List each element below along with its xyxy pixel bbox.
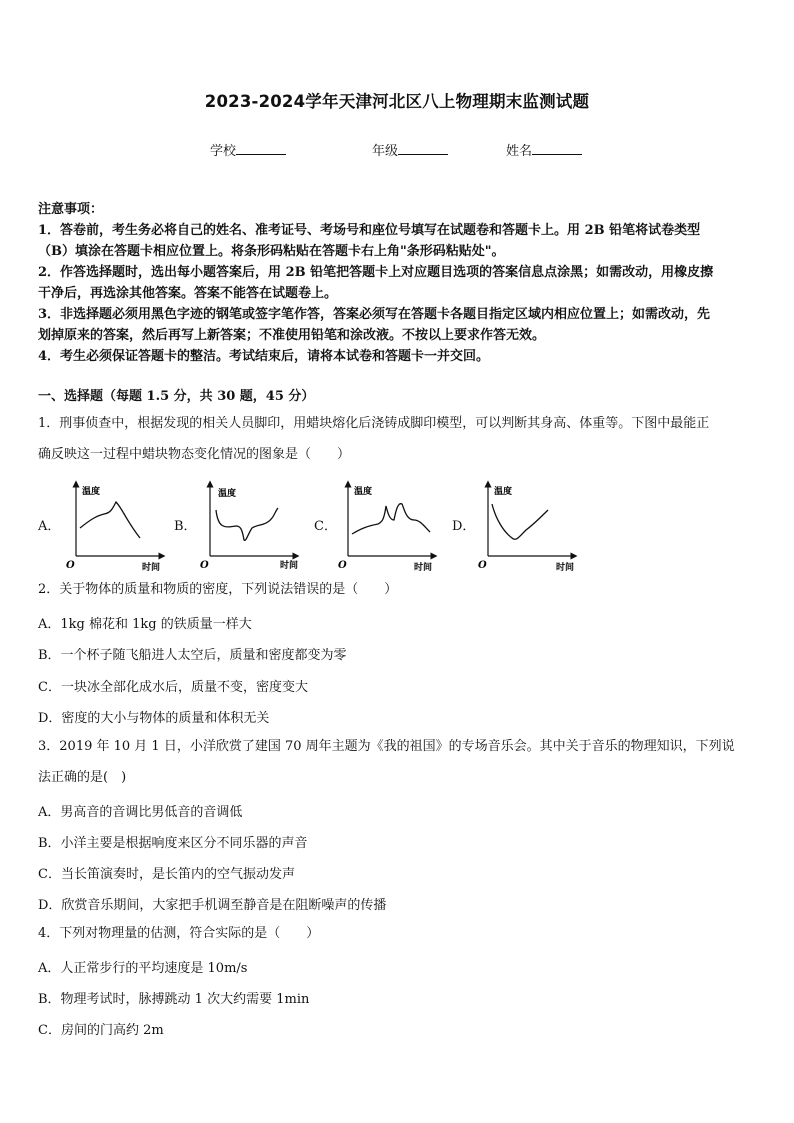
- grade-label: 年级: [372, 144, 399, 159]
- school-label: 学校: [210, 144, 237, 159]
- option-b-label: B．: [174, 519, 197, 534]
- question-4-option: C．房间的门高约 2m: [38, 1023, 164, 1038]
- option-c-label: C．: [314, 519, 337, 534]
- x-axis-label: 时间: [142, 563, 161, 573]
- question-2-stem: 2．关于物体的质量和物质的密度，下列说法错误的是（ ）: [38, 582, 398, 597]
- grade-field: [372, 140, 448, 159]
- graph-a: [62, 480, 172, 572]
- origin-label: O: [478, 560, 487, 571]
- question-2-option: A．1kg 棉花和 1kg 的铁质量一样大: [38, 617, 252, 632]
- section-heading: 一、选择题（每题 1.5 分，共 30 题，45 分）: [38, 389, 315, 404]
- question-4-stem: 4．下列对物理量的估测，符合实际的是（ ）: [38, 926, 320, 941]
- y-axis-label: 温度: [82, 487, 101, 497]
- school-field: [210, 140, 286, 159]
- question-3-line: 3．2019 年 10 月 1 日，小洋欣赏了建国 70 周年主题为《我的祖国》的专场音乐会。其中关于音乐的物理知识，下列说: [38, 739, 735, 754]
- page-title: 2023-2024学年天津河北区八上物理期末监测试题: [204, 92, 590, 111]
- question-3-option: D．欣赏音乐期间，大家把手机调至静音是在阻断噪声的传播: [38, 898, 387, 913]
- y-axis-label: 温度: [354, 487, 373, 497]
- question-3-line: 法正确的是( ): [38, 770, 127, 785]
- notice-heading: 注意事项：: [38, 202, 104, 217]
- school-blank: [236, 142, 286, 155]
- question-2-option: B．一个杯子随飞船进人太空后，质量和密度都变为零: [38, 648, 347, 663]
- name-label: 姓名: [506, 144, 533, 159]
- notice-line: 干净后，再选涂其他答案。答案不能答在试题卷上。: [38, 286, 338, 301]
- grade-blank: [398, 142, 448, 155]
- notice-line: 3．非选择题必须用黑色字迹的钢笔或签字笔作答，答案必须写在答题卡各题目指定区域内相应位置上；如需改动，先: [38, 307, 711, 322]
- question-4-option: B．物理考试时，脉搏跳动 1 次大约需要 1min: [38, 992, 310, 1007]
- question-1-line: 确反映这一过程中蜡块物态变化情况的图象是（ ）: [38, 447, 351, 462]
- question-3-option: C．当长笛演奏时，是长笛内的空气振动发声: [38, 867, 295, 882]
- graph-a-curve: [80, 502, 140, 538]
- origin-label: O: [338, 560, 347, 571]
- name-field: [506, 140, 582, 159]
- question-3-option: A．男高音的音调比男低音的音调低: [38, 805, 243, 820]
- notice-line: 4．考生必须保证答题卡的整洁。考试结束后，请将本试卷和答题卡一并交回。: [38, 349, 490, 364]
- y-axis-label: 温度: [218, 489, 237, 499]
- question-2-option: C．一块冰全部化成水后，质量不变，密度变大: [38, 680, 308, 695]
- question-3-option: B．小洋主要是根据响度来区分不同乐器的声音: [38, 836, 308, 851]
- graph-c-curve: [352, 504, 430, 534]
- question-1-line: 1．刑事侦查中，根据发现的相关人员脚印，用蜡块熔化后浇铸成脚印模型，可以判断其身高、体重等。下图中最能正: [38, 416, 710, 431]
- option-a-label: A．: [38, 519, 61, 534]
- option-d-label: D．: [452, 519, 476, 534]
- name-blank: [532, 142, 582, 155]
- graph-d-curve: [492, 504, 548, 539]
- notice-line: 划掉原来的答案，然后再写上新答案；不准使用铅笔和涂改液。不按以上要求作答无效。: [38, 328, 546, 343]
- x-axis-label: 时间: [414, 563, 433, 573]
- x-axis-label: 时间: [280, 561, 299, 571]
- notice-line: 1．答卷前，考生务必将自己的姓名、准考证号、考场号和座位号填写在试题卷和答题卡上。用 2B 铅笔将试卷类型: [38, 223, 701, 238]
- y-axis-label: 温度: [494, 487, 513, 497]
- notice-line: 2．作答选择题时，选出每小题答案后，用 2B 铅笔把答题卡上对应题目选项的答案信息点涂黑；如需改动，用橡皮擦: [38, 265, 714, 280]
- notice-line: （B）填涂在答题卡相应位置上。将条形码粘贴在答题卡右上角"条形码粘贴处"。: [38, 244, 505, 259]
- graph-b: [196, 480, 306, 572]
- graph-c: [334, 480, 444, 572]
- question-4-option: A．人正常步行的平均速度是 10m/s: [38, 961, 248, 976]
- x-axis-label: 时间: [556, 563, 575, 573]
- question-2-option: D．密度的大小与物体的质量和体积无关: [38, 711, 270, 726]
- origin-label: O: [200, 560, 209, 571]
- graph-d: [474, 480, 584, 572]
- origin-label: O: [66, 560, 75, 571]
- graph-b-curve: [216, 508, 278, 540]
